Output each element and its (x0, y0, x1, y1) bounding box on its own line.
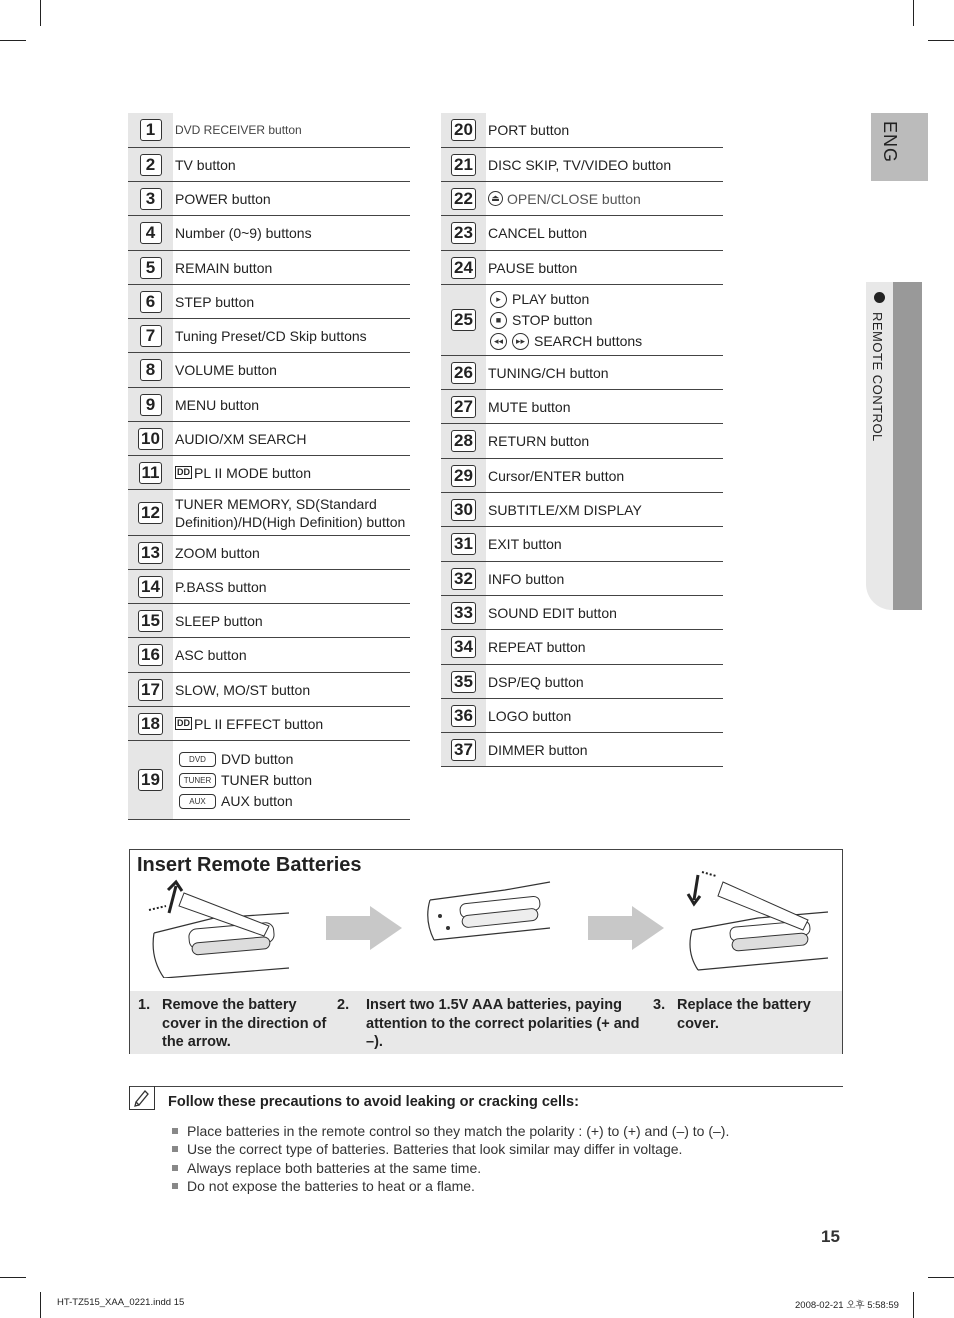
table-row (441, 216, 723, 251)
table-row (128, 490, 410, 536)
note-divider (129, 1086, 843, 1087)
row-label: MENU button (175, 396, 260, 413)
table-row (441, 596, 723, 630)
step-number: 2. (337, 997, 350, 1013)
row-number-cell (128, 353, 173, 387)
source-key-icon: DVD (179, 752, 216, 767)
row-label: AUDIO/XM SEARCH (175, 430, 307, 447)
table-row (441, 356, 723, 390)
row-label: SUBTITLE/XM DISPLAY (488, 501, 642, 518)
row-number: 20 (451, 119, 476, 141)
row-label-cell (173, 148, 410, 181)
row-number-cell (441, 493, 486, 526)
row-number-cell (128, 604, 173, 637)
step-text: Remove the battery cover in the direction of the arrow. (162, 997, 327, 1050)
table-row (128, 673, 410, 707)
button-table-right (441, 113, 723, 767)
row-number: 32 (451, 568, 476, 590)
table-row (441, 182, 723, 216)
dolby-icon: DD (177, 467, 190, 477)
crop-mark (913, 1292, 914, 1318)
row-label-cell (173, 570, 410, 603)
row-number-cell (441, 733, 486, 766)
row-label-cell (486, 733, 723, 766)
table-row (128, 570, 410, 604)
crop-mark (40, 0, 41, 26)
row-label-cell (173, 456, 410, 489)
row-label-cell (173, 216, 410, 250)
table-row (128, 388, 410, 422)
row-label-cell (173, 604, 410, 637)
row-number-cell (441, 113, 486, 147)
row-label-cell (486, 113, 723, 147)
source-key-icon: TUNER (179, 773, 216, 788)
row-label: MUTE button (488, 398, 571, 415)
batteries-title: Insert Remote Batteries (137, 854, 362, 876)
row-label: Cursor/ENTER button (488, 467, 625, 484)
insert-batteries-illustration (420, 880, 565, 950)
row-label-cell (173, 741, 410, 819)
table-row (128, 251, 410, 285)
button-table-left (128, 113, 410, 820)
table-row (441, 148, 723, 182)
table-row (441, 733, 723, 767)
row-label-cell (486, 562, 723, 595)
step-text: Replace the battery cover. (677, 997, 811, 1032)
row-label-cell (486, 665, 723, 698)
table-row (441, 699, 723, 733)
row-number: 34 (451, 636, 476, 658)
row-number-cell (128, 182, 173, 215)
row-label: REPEAT button (488, 639, 586, 655)
sub-item-label: AUX button (221, 792, 293, 809)
row-number: 9 (140, 394, 162, 416)
sub-item (179, 749, 408, 770)
list-item: Place batteries in the remote control so they match the polarity : (+) to (+) and (–) to (–). (172, 1122, 729, 1140)
table-row (128, 353, 410, 388)
note-icon (129, 1086, 155, 1110)
sub-item (490, 310, 721, 331)
row-number: 16 (138, 644, 163, 666)
table-row (441, 459, 723, 493)
row-label-cell (173, 422, 410, 455)
row-label-cell (173, 707, 410, 740)
label-line (175, 464, 408, 482)
row-label-cell (173, 388, 410, 421)
row-number-cell (441, 459, 486, 492)
table-row (441, 424, 723, 459)
battery-steps (130, 991, 842, 1054)
row-label: P.BASS button (175, 578, 267, 595)
crop-mark (913, 0, 914, 26)
row-label-cell (486, 148, 723, 181)
sub-item-label: TUNER button (221, 771, 313, 788)
row-label-cell (486, 285, 723, 355)
row-number: 21 (451, 154, 476, 176)
row-label: STEP button (175, 293, 255, 310)
row-label-cell (486, 699, 723, 732)
row-number: 36 (451, 705, 476, 727)
dolby-icon: DD (177, 718, 190, 728)
row-number-cell (441, 251, 486, 284)
row-label: DISC SKIP, TV/VIDEO button (488, 156, 672, 173)
row-number-cell (441, 562, 486, 595)
row-number: 14 (138, 576, 163, 598)
table-row (128, 319, 410, 353)
row-label-cell (486, 424, 723, 458)
rewind-icon: ◂◂ (490, 333, 507, 350)
table-row (128, 741, 410, 820)
row-number-cell (128, 673, 173, 706)
row-label: RETURN button (488, 433, 590, 449)
row-label: PL II MODE button (194, 464, 311, 481)
table-row (128, 422, 410, 456)
row-number: 6 (140, 291, 162, 313)
row-number: 24 (451, 257, 476, 279)
replace-cover-illustration (678, 870, 830, 975)
row-label-cell (486, 390, 723, 423)
row-number: 2 (140, 154, 162, 176)
row-number-cell (441, 182, 486, 215)
row-number-cell (128, 456, 173, 489)
row-number: 8 (140, 359, 162, 381)
row-label-cell (173, 490, 410, 535)
row-label-cell (486, 182, 723, 215)
label-line (175, 715, 408, 733)
row-number: 33 (451, 602, 476, 624)
row-number: 11 (139, 462, 163, 484)
list-item: Always replace both batteries at the same time. (172, 1159, 729, 1177)
row-number-cell (128, 741, 173, 819)
row-number: 12 (138, 502, 163, 524)
row-label: PAUSE button (488, 259, 578, 276)
table-row (441, 665, 723, 699)
row-number: 3 (140, 188, 162, 210)
table-row (441, 493, 723, 527)
row-label: TUNER MEMORY, SD(Standard Definition)/HD(High Definition) button (175, 495, 406, 530)
row-number: 15 (138, 610, 163, 632)
row-number-cell (128, 490, 173, 535)
row-number-cell (441, 665, 486, 698)
row-number-cell (441, 356, 486, 389)
stop-icon: ■ (490, 312, 507, 329)
table-row (441, 285, 723, 356)
row-label: EXIT button (488, 536, 562, 552)
step-text: Insert two 1.5V AAA batteries, paying attention to the correct polarities (+ and –). (366, 997, 640, 1050)
row-number: 19 (138, 769, 163, 791)
table-row (128, 604, 410, 638)
sub-item (490, 289, 721, 310)
play-icon: ▸ (490, 291, 507, 308)
table-row (128, 707, 410, 741)
list-item: Use the correct type of batteries. Batteries that look similar may differ in voltage. (172, 1140, 729, 1158)
fast-forward-icon: ▸▸ (512, 333, 529, 350)
section-tab (866, 282, 922, 610)
sub-item (179, 791, 408, 812)
table-row (128, 285, 410, 319)
row-label: SOUND EDIT button (488, 604, 617, 621)
crop-mark (40, 1292, 41, 1318)
arrow-right-icon (588, 906, 664, 950)
row-number-cell (128, 707, 173, 740)
row-number: 31 (451, 533, 476, 555)
row-number-cell (128, 216, 173, 250)
table-row (441, 527, 723, 562)
row-number-cell (441, 216, 486, 250)
row-label: LOGO button (488, 707, 572, 724)
row-label: VOLUME button (175, 362, 277, 378)
remove-cover-illustration (144, 878, 294, 978)
row-label: DIMMER button (488, 741, 588, 758)
row-number-cell (128, 148, 173, 181)
row-number-cell (128, 251, 173, 284)
section-tab-label: REMOTE CONTROL (870, 312, 885, 442)
row-label: POWER button (175, 190, 271, 207)
row-number-cell (441, 390, 486, 423)
crop-mark (0, 1277, 26, 1278)
row-label: DVD RECEIVER button (175, 123, 302, 137)
row-number: 5 (140, 257, 162, 279)
row-label: TUNING/CH button (488, 364, 609, 381)
table-row (128, 148, 410, 182)
row-label: ASC button (175, 647, 247, 663)
row-label-cell (173, 319, 410, 352)
table-row (441, 562, 723, 596)
crop-mark (928, 1277, 954, 1278)
source-key-icon: AUX (179, 794, 216, 809)
row-number: 10 (138, 428, 163, 450)
section-tab-stripe (893, 282, 922, 610)
row-number: 7 (140, 325, 162, 347)
row-label: Tuning Preset/CD Skip buttons (175, 327, 367, 344)
sub-item (490, 331, 721, 352)
row-label-cell (173, 113, 410, 147)
row-label: ZOOM button (175, 544, 260, 561)
crop-mark (928, 40, 954, 41)
row-label: TV button (175, 156, 236, 173)
row-number: 17 (138, 679, 163, 701)
table-row (128, 113, 410, 148)
row-number: 30 (451, 499, 476, 521)
row-label-cell (486, 527, 723, 561)
row-label: INFO button (488, 570, 565, 587)
row-label-cell (173, 638, 410, 672)
row-label-cell (486, 596, 723, 629)
row-number-cell (128, 319, 173, 352)
row-number: 29 (451, 465, 476, 487)
row-label: PORT button (488, 122, 570, 138)
row-number-cell (441, 424, 486, 458)
row-number-cell (128, 113, 173, 147)
row-number: 25 (451, 309, 476, 331)
row-number: 22 (451, 188, 476, 210)
row-number-cell (441, 699, 486, 732)
row-label-cell (486, 493, 723, 526)
sub-item-label: DVD button (221, 750, 294, 767)
row-number: 35 (451, 671, 476, 693)
row-number-cell (441, 148, 486, 181)
row-label-cell (486, 630, 723, 664)
row-number-cell (441, 527, 486, 561)
table-row (441, 630, 723, 665)
row-number: 1 (140, 119, 162, 141)
row-label: CANCEL button (488, 225, 588, 241)
table-row (128, 216, 410, 251)
language-tab-label: ENG (880, 121, 900, 164)
sub-item-label: PLAY button (512, 290, 590, 307)
table-row (441, 251, 723, 285)
bullet-dot-icon (874, 292, 885, 303)
row-label: SLEEP button (175, 612, 263, 629)
row-number-cell (128, 388, 173, 421)
row-number-cell (128, 422, 173, 455)
step-number: 1. (138, 997, 151, 1013)
step-number: 3. (653, 997, 666, 1013)
arrow-right-icon (326, 906, 402, 950)
row-label: OPEN/CLOSE button (507, 190, 641, 207)
row-label: Number (0~9) buttons (175, 225, 312, 241)
eject-icon: ⏏ (488, 191, 503, 206)
table-row (128, 638, 410, 673)
list-item: Do not expose the batteries to heat or a flame. (172, 1177, 729, 1195)
row-number-cell (128, 536, 173, 569)
label-line (488, 190, 721, 208)
row-label-cell (173, 536, 410, 569)
row-number-cell (128, 285, 173, 318)
table-row (128, 536, 410, 570)
row-label-cell (486, 216, 723, 250)
footer-filename: HT-TZ515_XAA_0221.indd 15 (57, 1297, 185, 1308)
row-number: 23 (451, 222, 476, 244)
table-row (441, 113, 723, 148)
note-heading: Follow these precautions to avoid leaking or cracking cells: (168, 1094, 579, 1110)
table-row (441, 390, 723, 424)
row-label-cell (173, 285, 410, 318)
row-number: 37 (451, 739, 476, 761)
row-number: 4 (140, 222, 162, 244)
sub-item-label: STOP button (512, 311, 593, 328)
footer-timestamp: 2008-02-21 오후 5:58:59 (795, 1300, 899, 1311)
row-label-cell (173, 251, 410, 284)
crop-mark (0, 40, 26, 41)
table-row (128, 456, 410, 490)
table-row (128, 182, 410, 216)
row-label-cell (486, 356, 723, 389)
language-tab (871, 113, 928, 181)
sub-item (179, 770, 408, 791)
row-label: REMAIN button (175, 259, 273, 276)
insert-batteries-box (129, 849, 843, 1054)
row-number: 27 (451, 396, 476, 418)
row-number: 26 (451, 362, 476, 384)
row-label-cell (486, 459, 723, 492)
row-number: 18 (138, 713, 163, 735)
row-label: PL II EFFECT button (194, 715, 324, 732)
row-label: SLOW, MO/ST button (175, 681, 311, 698)
page-number: 15 (821, 1227, 840, 1246)
row-label: DSP/EQ button (488, 673, 584, 690)
row-number-cell (441, 596, 486, 629)
row-number: 13 (138, 542, 163, 564)
row-number-cell (441, 630, 486, 664)
row-label-cell (486, 251, 723, 284)
row-number-cell (128, 570, 173, 603)
row-number-cell (441, 285, 486, 355)
row-number-cell (128, 638, 173, 672)
row-label-cell (173, 182, 410, 215)
row-label-cell (173, 673, 410, 706)
sub-item-label: SEARCH buttons (534, 332, 643, 349)
precaution-list (172, 1122, 729, 1195)
row-number: 28 (451, 430, 476, 452)
row-label-cell (173, 353, 410, 387)
